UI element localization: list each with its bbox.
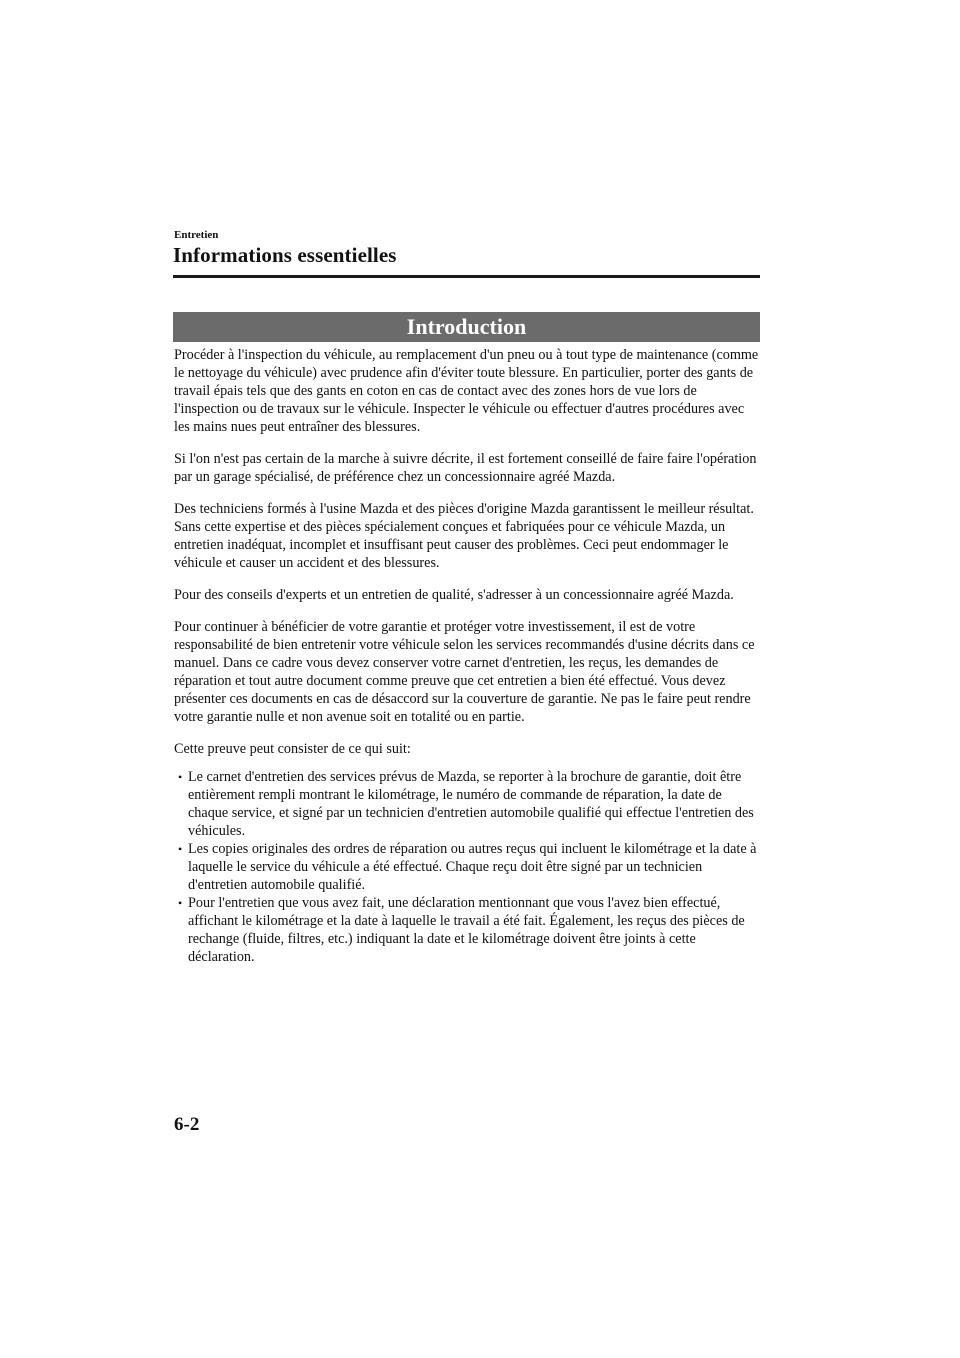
paragraph-warranty: Pour continuer à bénéficier de votre garantie et protéger votre investissement, il est de votre responsabilité de bien entretenir votre véhicule selon les services recommandés d'usine décrits dans ce manuel. Dans ce cadre vous devez conserver votre carnet d'entretien, les reçus, les demandes de réparation et tout autre document comme preuve que cet entretien a bien été effectué. Vous devez présenter ces documents en cas de désaccord sur la couverture de garantie. Ne pas le faire peut rendre votre garantie nulle et non avenue soit en totalité ou en partie. (174, 619, 755, 725)
page-title: Informations essentielles (173, 243, 397, 267)
title-rule (173, 275, 760, 278)
proof-list (174, 768, 760, 966)
bullet-icon: • (178, 896, 183, 910)
page-number: 6-2 (174, 1114, 200, 1135)
paragraph-uncertain: Si l'on n'est pas certain de la marche à suivre décrite, il est fortement conseillé de faire faire l'opération par un garage spécialisé, de préférence chez un concessionnaire agréé Mazda. (174, 451, 757, 485)
list-item-text: Les copies originales des ordres de réparation ou autres reçus qui incluent le kilométrage et la date à laquelle le service du véhicule a été effectué. Chaque reçu doit être signé par un technicien d'entretien automobile qualifié. (188, 841, 757, 893)
paragraph-advice: Pour des conseils d'experts et un entretien de qualité, s'adresser à un concessionnaire agréé Mazda. (174, 587, 734, 603)
bullet-icon: • (178, 842, 183, 856)
body-text (174, 346, 760, 966)
list-item (174, 840, 760, 894)
paragraph-proof-intro: Cette preuve peut consister de ce qui suit: (174, 741, 411, 757)
paragraph-technicians: Des techniciens formés à l'usine Mazda et des pièces d'origine Mazda garantissent le meilleur résultat. Sans cette expertise et des pièces spécialement conçues et fabriquées pour ce véhicule Mazda, un entretien inadéquat, incomplet et insuffisant peut causer des problèmes. Ceci peut endommager le véhicule et causer un accident et des blessures. (174, 501, 754, 571)
introduction-banner: Introduction (173, 312, 760, 342)
paragraph-safety: Procéder à l'inspection du véhicule, au remplacement d'un pneu ou à tout type de maintenance (comme le nettoyage du véhicule) avec prudence afin d'éviter toute blessure. En particulier, porter des gants de travail épais tels que des gants en coton en cas de contact avec des zones hors de vue lors de l'inspection ou de travaux sur le véhicule. Inspecter le véhicule ou effectuer d'autres procédures avec les mains nues peut entraîner des blessures. (174, 347, 759, 435)
bullet-icon: • (178, 770, 183, 784)
list-item-text: Pour l'entretien que vous avez fait, une déclaration mentionnant que vous l'avez bien effectué, affichant le kilométrage et la date à laquelle le travail a été fait. Également, les reçus des pièces de rechange (fluide, filtres, etc.) indiquant la date et le kilométrage doivent être joints à cette déclaration. (188, 895, 745, 965)
list-item-text: Le carnet d'entretien des services prévus de Mazda, se reporter à la brochure de garantie, doit être entièrement rempli montrant le kilométrage, le numéro de commande de réparation, la date de chaque service, et signé par un technicien d'entretien automobile qualifié qui effectue l'entretien des véhicules. (188, 769, 754, 839)
section-label: Entretien (174, 229, 219, 241)
list-item (174, 894, 760, 966)
list-item (174, 768, 760, 840)
